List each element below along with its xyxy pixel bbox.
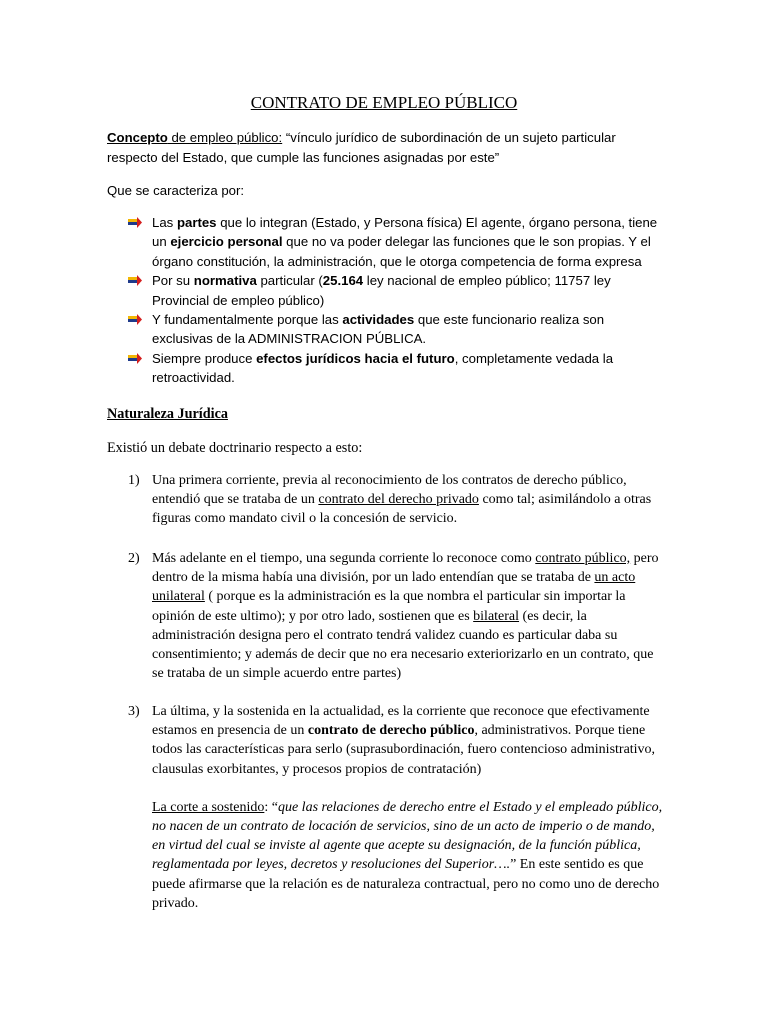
list-item: Por su normativa particular (25.164 ley nacional de empleo público; 11757 ley Provincial de empleo público) <box>128 271 668 310</box>
characteristics-list <box>128 213 668 388</box>
arrow-bullet-icon <box>128 353 142 364</box>
concepto-label: Concepto de empleo público: <box>107 130 283 145</box>
item-number: 3) <box>128 704 140 719</box>
numbered-list <box>128 702 668 913</box>
numbered-list <box>128 471 668 529</box>
quote-label: La corte a sostenido <box>152 799 265 815</box>
concepto-paragraph <box>107 128 667 167</box>
arrow-bullet-icon <box>128 275 142 286</box>
debate-text: Existió un debate doctrinario respecto a esto: <box>107 440 363 456</box>
arrow-bullet-icon <box>128 314 142 325</box>
court-quote: La corte a sostenido: “que las relaciones de derecho entre el Estado y el empleado público, no nacen de un contrato de locación de servicios, sino de un acto de imperio o de mando, en virtud del cual se inviste al agente que acepte su designación, de la función pública, reglamentada por leyes, decretos y resoluciones del Superior….” En este sentido es que puede afirmarse que la relación es de naturaleza contractual, pero no como uno de derecho privado. <box>152 799 663 911</box>
naturaleza-heading: Naturaleza Jurídica <box>107 406 228 422</box>
arrow-bullet-icon <box>128 217 142 228</box>
list-item: 2) Más adelante en el tiempo, una segunda corriente lo reconoce como contrato público, pero dentro de la misma había una división, por un lado entendían que se trataba de un acto unilateral ( porque es la administración es la que nombra el particular sin importar la opinión de este ultimo); y por otro lado, sostienen que es bilateral (es decir, la administración designa pero el contrato tendrá validez cuando es particular daba su consentimiento; y además de decir que no era necesario exteriorizarlo en un contrato, que se trataba de un simple acuerdo entre partes) <box>128 551 659 682</box>
document-title: CONTRATO DE EMPLEO PÚBLICO <box>250 93 518 112</box>
list-item: 3) La última, y la sostenida en la actualidad, es la corriente que reconoce que efectivamente estamos en presencia de un contrato de derecho público, administrativos. Porque tiene todos las características para serlo (suprasubordinación, fuero contencioso administrativo, clausulas exorbitantes, y procesos propios de contratación) La corte a sostenido: “que las relaciones de derecho entre el Estado y el empleado público, no nacen de un contrato de locación de servicios, sino de un acto de imperio o de mando, en virtud del cual se inviste al agente que acepte su designación, de la función pública, reglamentada por leyes, decretos y resoluciones del Superior….” En este sentido es que puede afirmarse que la relación es de naturaleza contractual, pero no como uno de derecho privado. <box>128 702 668 913</box>
concepto-text: “vínculo jurídico de subordinación de un sujeto particular respecto del Estado, que cumple las funciones asignadas por este” <box>107 130 616 165</box>
list-item: 1) Una primera corriente, previa al reconocimiento de los contratos de derecho público, entendió que se trataba de un contrato del derecho privado como tal; asimilándolo a otras figuras como mandato civil o la concesión de servicio. <box>128 473 652 527</box>
list-item: Y fundamentalmente porque las actividades que este funcionario realiza son exclusivas de la ADMINISTRACION PÚBLICA. <box>128 310 668 349</box>
item-number: 1) <box>128 473 140 488</box>
intro-text: Que se caracteriza por: <box>107 183 245 198</box>
item-number: 2) <box>128 551 140 566</box>
numbered-list <box>128 549 668 683</box>
list-item: Las partes que lo integran (Estado, y Persona física) El agente, órgano persona, tiene un ejercicio personal que no va poder delegar las funciones que le son propias. Y el órgano constitución, la administración, que le otorga competencia de forma expresa <box>128 213 668 271</box>
list-item: Siempre produce efectos jurídicos hacia el futuro, completamente vedada la retroactividad. <box>128 349 668 388</box>
